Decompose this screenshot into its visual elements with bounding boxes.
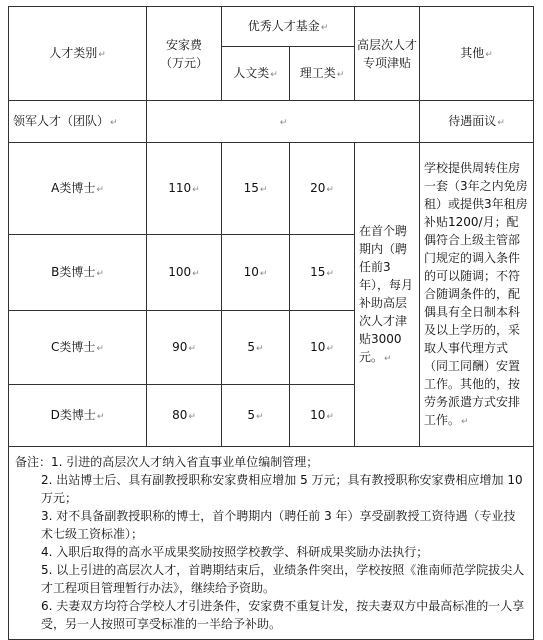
row-fee-text: 100 xyxy=(168,264,192,279)
allowance-text: 在首个聘期内（聘任前3年），每月补助高层次人才津贴3000元。 xyxy=(359,223,414,364)
note-line: 2. 出站博士后、具有副教授职称安家费相应增加 5 万元；具有教授职称安家费相应增加 10 万元； xyxy=(41,473,523,505)
row-fee-text: 80 xyxy=(172,407,188,422)
header-other: 其他↵ xyxy=(420,7,534,101)
row-a-fee: 110↵ xyxy=(147,143,222,235)
row-b-category: B类博士↵ xyxy=(9,235,147,311)
row-d-category: D类博士↵ xyxy=(9,385,147,447)
row-science-text: 15 xyxy=(310,264,326,279)
row-b-humanities: 10↵ xyxy=(222,235,290,311)
row-c-science: 10↵ xyxy=(290,311,355,385)
header-humanities-text: 人文类 xyxy=(233,65,270,80)
header-settlement-unit-text: （万元） xyxy=(159,55,208,70)
header-talent-fund-text: 优秀人才基金 xyxy=(247,18,320,33)
notes-cell xyxy=(9,447,534,640)
row-category-text: D类博士 xyxy=(50,407,96,422)
header-allowance xyxy=(355,7,420,101)
header-talent-fund: 优秀人才基金↵ xyxy=(222,7,355,47)
header-row-1 xyxy=(9,7,534,47)
header-settlement-fee-text: 安家费 xyxy=(165,37,202,52)
row-d-humanities: 5↵ xyxy=(222,385,290,447)
header-other-text: 其他 xyxy=(460,45,485,60)
note-line: 5. 以上引进的高层次人才，首聘期结束后，业绩条件突出，学校按照《淮南师范学院拔尖人才工程项目管理暂行办法》，继续给予资助。 xyxy=(41,563,525,595)
row-science-text: 20 xyxy=(310,180,326,195)
row-c-fee: 90↵ xyxy=(147,311,222,385)
row-category-text: B类博士 xyxy=(51,264,96,279)
row-category-text: C类博士 xyxy=(51,339,96,354)
header-settlement-fee xyxy=(147,7,222,101)
row-humanities-text: 10 xyxy=(243,264,259,279)
header-category: 人才类别↵ xyxy=(9,7,147,101)
talent-benefits-table xyxy=(8,6,534,640)
row-d-science: 10↵ xyxy=(290,385,355,447)
header-science-text: 理工类 xyxy=(299,65,336,80)
row-category-text: A类博士 xyxy=(51,180,96,195)
row-a-science: 20↵ xyxy=(290,143,355,235)
talent-policy-document xyxy=(8,6,533,631)
allowance-cell: 在首个聘期内（聘任前3年），每月补助高层次人才津贴3000元。↵ xyxy=(355,143,420,447)
note-line: 3. 对不具备副教授职称的博士，首个聘期内（聘任前 3 年）享受副教授工资待遇（专业技术七级工资标准）； xyxy=(41,509,516,541)
other-cell: 学校提供周转住房一套（3年之内免房租）或提供3年租房补贴1200/月；配偶符合上级主管部门规定的调入条件的可以随调；不符合随调条件的，配偶具有全日制本科及以上学历的，采取人事代理方式（同工同酬）安置工作。其他的，按劳务派遣方式安排工作。↵ xyxy=(420,143,534,447)
leader-category: 领军人才（团队）↵ xyxy=(9,101,147,143)
table-row xyxy=(9,143,534,235)
leader-other: 待遇面议↵ xyxy=(420,101,534,143)
row-d-fee: 80↵ xyxy=(147,385,222,447)
row-science-text: 10 xyxy=(310,339,326,354)
header-science: 理工类↵ xyxy=(290,47,355,101)
notes-row xyxy=(9,447,534,640)
header-allowance-line2: 专项津贴 xyxy=(362,55,411,70)
row-fee-text: 110 xyxy=(168,180,192,195)
row-b-science: 15↵ xyxy=(290,235,355,311)
leader-row xyxy=(9,101,534,143)
row-c-humanities: 5↵ xyxy=(222,311,290,385)
row-a-humanities: 15↵ xyxy=(222,143,290,235)
header-allowance-line1: 高层次人才 xyxy=(356,37,417,52)
note-line: 备注：1. 引进的高层次人才纳入省直事业单位编制管理； xyxy=(15,455,319,469)
header-category-text: 人才类别 xyxy=(49,45,98,60)
leader-other-text: 待遇面议 xyxy=(448,113,497,128)
row-humanities-text: 15 xyxy=(243,180,259,195)
note-line: 4. 入职后取得的高水平成果奖励按照学校教学、科研成果奖励办法执行； xyxy=(41,545,429,559)
leader-blank: ↵ xyxy=(147,101,420,143)
row-humanities-text: 5 xyxy=(247,339,256,354)
row-a-category: A类博士↵ xyxy=(9,143,147,235)
leader-category-text: 领军人才（团队） xyxy=(13,113,110,128)
row-b-fee: 100↵ xyxy=(147,235,222,311)
note-line: 6. 夫妻双方均符合学校人才引进条件，安家费不重复计发，按夫妻双方中最高标准的一人享受，另一人按照可享受标准的一半给予补助。 xyxy=(41,599,525,631)
row-c-category: C类博士↵ xyxy=(9,311,147,385)
row-humanities-text: 5 xyxy=(247,407,256,422)
other-text: 学校提供周转住房一套（3年之内免房租）或提供3年租房补贴1200/月；配偶符合上级主管部门规定的调入条件的可以随调；不符合随调条件的，配偶具有全日制本科及以上学历的，采取人事代理方式（同工同酬）安置工作。其他的，按劳务派遣方式安排工作。 xyxy=(424,160,528,427)
row-fee-text: 90 xyxy=(172,339,188,354)
row-science-text: 10 xyxy=(310,407,326,422)
header-humanities: 人文类↵ xyxy=(222,47,290,101)
